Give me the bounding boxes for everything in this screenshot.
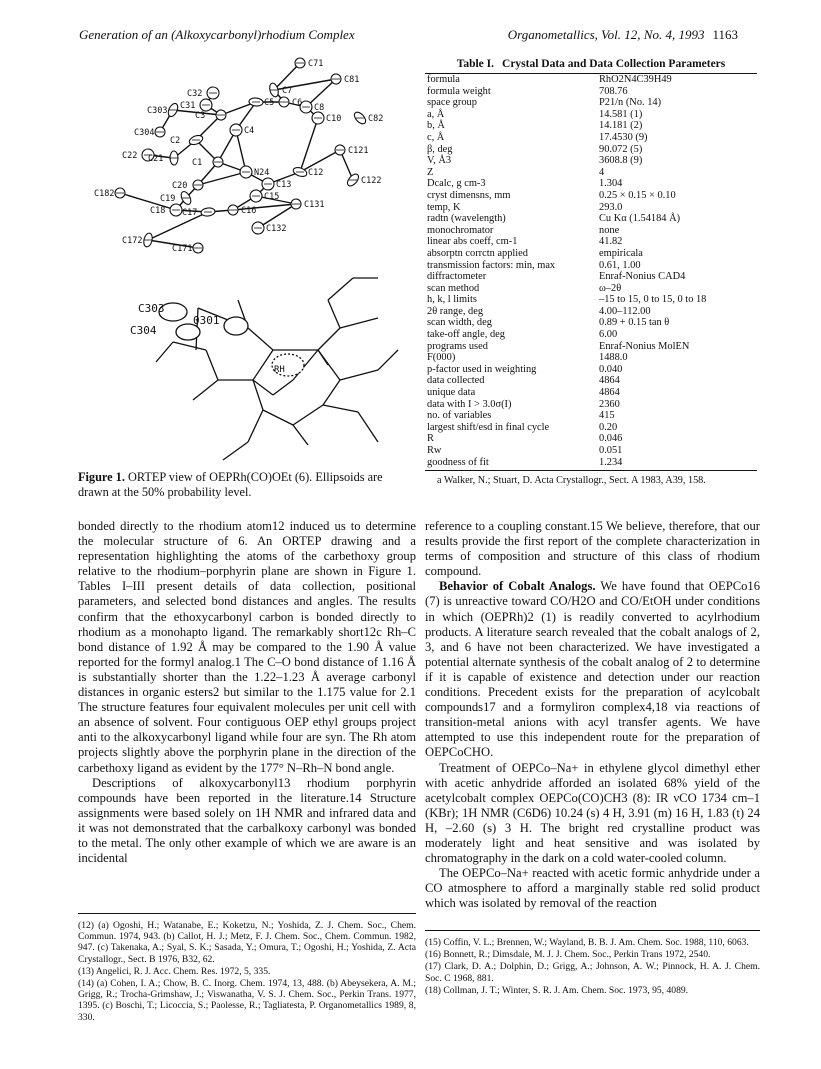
param-name: goodness of fit	[427, 456, 489, 468]
porphyrin-bond	[358, 412, 378, 442]
reference-item: (15) Coffin, V. L.; Brennen, W.; Wayland, B. B. J. Am. Chem. Soc. 1988, 110, 6063.	[425, 937, 749, 948]
table-footnote: a Walker, N.; Stuart, D. Acta Crystallogr., Sect. A 1983, A39, 158.	[437, 475, 706, 487]
schematic-atom-label: RH	[274, 365, 285, 375]
table-row	[425, 213, 757, 225]
atom-label: C17	[182, 208, 198, 218]
table-row	[425, 387, 757, 399]
table-row	[425, 74, 757, 86]
atom-label: C131	[304, 200, 325, 210]
atom-label: C3	[195, 111, 206, 121]
param-value: 0.61, 1.00	[599, 259, 641, 271]
porphyrin-bond	[323, 405, 358, 412]
table-row	[425, 86, 757, 98]
table-row	[425, 283, 757, 295]
param-value: 2360	[599, 398, 620, 410]
param-value: 4864	[599, 375, 620, 387]
param-value: 6.00	[599, 329, 618, 341]
table-caption: Crystal Data and Data Collection Parameters	[502, 58, 726, 70]
porphyrin-bond	[328, 300, 340, 328]
atom-label: C122	[361, 176, 382, 186]
param-name: radtn (wavelength)	[427, 213, 506, 225]
porphyrin-bond	[248, 410, 263, 442]
param-value: 41.82	[599, 236, 623, 248]
porphyrin-bond	[173, 342, 206, 350]
porphyrin-bond	[323, 380, 340, 405]
figure-caption-text: ORTEP view of OEPRh(CO)OEt (6). Ellipsoids are drawn at the 50% probability level.	[78, 470, 383, 499]
porphyrin-bond	[293, 425, 308, 445]
atom-label: C132	[266, 224, 287, 234]
param-name: no. of variables	[427, 410, 492, 422]
param-value: 0.051	[599, 445, 623, 456]
param-value: Enraf-Nonius MolEN	[599, 340, 690, 352]
atom-label: C81	[344, 75, 360, 85]
atom-label: C82	[368, 114, 384, 124]
param-name: scan method	[427, 282, 480, 294]
param-value: 0.25 × 0.15 × 0.10	[599, 189, 676, 201]
param-value: 4.00–112.00	[599, 305, 651, 317]
param-value: P21/n (No. 14)	[599, 97, 662, 109]
running-title: Generation of an (Alkoxycarbonyl)rhodium Complex	[79, 27, 355, 42]
schematic-labels	[130, 302, 285, 375]
porphyrin-bond	[263, 410, 293, 425]
porphyrin-bond	[223, 442, 248, 460]
paragraph: The OEPCo–Na+ reacted with acetic formic anhydride under a CO atmosphere to afford a marginally stable red solid product which was isolated by removal of the reaction	[425, 866, 760, 911]
param-name: Dcalc, g cm-3	[427, 178, 486, 190]
table-row	[425, 364, 757, 376]
atom-label: C32	[187, 89, 203, 99]
atom-label: C12	[308, 168, 324, 178]
param-name: formula	[427, 74, 460, 85]
table-label: Table I.	[456, 58, 495, 70]
schematic-atom-label: C303	[138, 302, 165, 315]
table-bottom-rule	[425, 470, 757, 471]
table-row	[425, 225, 757, 237]
param-name: R	[427, 433, 434, 445]
atom-label: C7	[282, 86, 293, 96]
param-value: 0.20	[599, 421, 618, 433]
ortep-figure-svg	[78, 50, 414, 470]
atom-label: C4	[244, 126, 255, 136]
body-column-right	[425, 519, 760, 911]
atom-label: C2	[170, 136, 181, 146]
table-row	[425, 341, 757, 353]
table-row	[425, 271, 757, 283]
table-row	[425, 306, 757, 318]
atom-label: C121	[348, 146, 369, 156]
param-value: 293.0	[599, 201, 623, 213]
param-name: β, deg	[427, 143, 453, 155]
paragraph: Treatment of OEPCo–Na+ in ethylene glycol dimethyl ether with acetic anhydride afforded an isolated 68% yield of the acetylcobalt complex OEPCo(CO)CH3 (8): IR νCO 1734 cm–1 (KBr); 1H NMR (C6D6) 10.24 (s) 4 H, 3.91 (m) 16 H, 1.83 (t) 24 H, –2.60 (s) 3 H. The bright red crystalline product was moderately light and heat sensitive and was isolated by chromatography in the dark on a cold water-cooled column.	[425, 760, 760, 866]
reference-item: (14) (a) Cohen, I. A.; Chow, B. C. Inorg. Chem. 1974, 13, 488. (b) Abeysekera, A. M.; Grigg, R.; Trocha-Grimshaw, J.; Viswanatha, V. S. J. Chem. Soc., Perkin Trans. 1977, 1395. (c) Boschi, T.; Licoccia, S.; Paolesse, R.; Tagliatesta, P. Organometallics 1989, 8, 330.	[78, 978, 416, 1023]
atom-label: C16	[241, 206, 257, 216]
reference-item: (12) (a) Ogoshi, H.; Watanabe, E.; Koketzu, N.; Yoshida, Z. J. Chem. Soc., Chem. Commun. 1974, 943. (b) Callot, H. J.; Metz, F. J. Chem. Soc., Chem. Commun. 1982, 947. (c) Takenaka, A.; Syal, S. K.; Sasada, Y.; Omura, T.; Ogoshi, H.; Yoshida, Z. Acta Crystallogr., Sect. B 1976, B32, 62.	[78, 920, 416, 965]
porphyrin-bond	[273, 380, 293, 395]
table-row	[425, 190, 757, 202]
param-name: unique data	[427, 387, 476, 399]
param-value: 1.304	[599, 178, 623, 190]
atom-label: C71	[308, 59, 324, 69]
table-row	[425, 144, 757, 156]
ortep-bond	[198, 172, 246, 185]
param-name: c, Å	[427, 131, 445, 143]
param-name: h, k, l limits	[427, 294, 477, 306]
param-name: F(000)	[427, 352, 456, 364]
param-name: space group	[427, 97, 477, 109]
ortep-atom-labels	[94, 59, 383, 254]
param-name: V, Å3	[427, 155, 452, 167]
atom-label: C171	[172, 244, 193, 254]
param-value: 90.072 (5)	[599, 143, 643, 155]
atom-label: C15	[264, 192, 280, 202]
table-row	[425, 445, 757, 457]
atom-label: C19	[160, 194, 176, 204]
table-row	[425, 375, 757, 387]
porphyrin-bond	[193, 380, 218, 400]
reference-item: (17) Clark, D. A.; Dolphin, D.; Grigg, A.; Johnson, A. W.; Pinnock, H. A. J. Chem. Soc. C 1968, 881.	[425, 961, 760, 984]
table-row	[425, 329, 757, 341]
ligand-atom-ellipsoid	[224, 317, 248, 335]
param-value: 4864	[599, 387, 620, 399]
param-name: scan width, deg	[427, 317, 492, 329]
param-name: a, Å	[427, 108, 445, 120]
porphyrin-bond	[378, 350, 398, 370]
table-1	[425, 58, 757, 486]
schematic-atom-label: 0301	[193, 314, 220, 327]
param-value: empiricala	[599, 247, 643, 259]
table-row	[425, 260, 757, 272]
table-row	[425, 294, 757, 306]
table-row	[425, 433, 757, 445]
param-value: 3608.8 (9)	[599, 155, 643, 167]
journal-name: Organometallics, Vol. 12, No. 4, 1993	[507, 27, 705, 42]
table-title	[425, 58, 757, 74]
param-value: none	[599, 224, 620, 236]
param-name: transmission factors: min, max	[427, 259, 556, 271]
porphyrin-bond	[340, 370, 378, 380]
param-name: cryst dimensns, mm	[427, 189, 511, 201]
table-row	[425, 236, 757, 248]
param-name: programs used	[427, 340, 488, 352]
porphyrin-bond	[318, 350, 328, 365]
param-value: 708.76	[599, 85, 628, 97]
param-value: 0.89 + 0.15 tan θ	[599, 317, 670, 329]
body-column-left	[78, 519, 416, 866]
table-row	[425, 317, 757, 329]
atom-label: C304	[134, 128, 155, 138]
param-name: diffractometer	[427, 271, 487, 283]
porphyrin-bond	[253, 350, 273, 380]
journal-citation	[508, 27, 738, 43]
param-name: take-off angle, deg	[427, 329, 505, 341]
paragraph: bonded directly to the rhodium atom12 induced us to determine the molecular structure of 6. An ORTEP drawing and a representation highlighting the atoms of the carbethoxy group relative to the rhodium–porphyrin plane are shown in Figure 1. Tables I–III present details of data collection, positional parameters, and selected bond distances and angles. The results confirm that the ethoxycarbonyl carbon is bonded directly to rhodium as a monohapto ligand. The remarkably short12c Rh–C bond distance of 1.92 Å may be compared to the 1.90 Å value reported for the formyl analog.1 The C–O bond distance of 1.16 Å is substantially shorter than the 1.22–1.23 Å average carbonyl distances in organic esters2 but similar to the 1.175 value for 2.1 The structure features four equivalent molecules per unit cell with an absence of solvent. Four contiguous OEP ethyl groups project anti to the alkoxycarbonyl ligand while four are syn. The Rh atom projects slightly above the porphyrin plane in the direction of the carbethoxy ligand as evident by the 177° N–Rh–N bond angle.	[78, 519, 416, 775]
crystal-data-table	[425, 74, 757, 468]
param-value: 415	[599, 410, 615, 422]
atom-label: C6	[292, 98, 303, 108]
param-name: formula weight	[427, 85, 491, 97]
reference-item: (13) Angelici, R. J. Acc. Chem. Res. 1972, 5, 335.	[78, 965, 271, 977]
param-value: 14.181 (2)	[599, 120, 643, 132]
paragraph: Descriptions of alkoxycarbonyl13 rhodium porphyrin compounds have been reported in the literature.14 Structure assignments were based solely on 1H NMR and infrared data and it was not demonstrated that the carbalkoxy carbonyl was bonded to the metal. The only other example of which we are aware is an incidental	[78, 775, 416, 866]
figure-caption-label: Figure 1.	[78, 470, 125, 484]
param-name: largest shift/esd in final cycle	[427, 421, 550, 433]
param-name: p-factor used in weighting	[427, 363, 537, 375]
param-value: Enraf-Nonius CAD4	[599, 271, 686, 283]
paragraph-text: We have found that OEPCo16 (7) is unreactive toward CO/H2O and CO/EtOH under conditions in which (OEPRh)2 (1) is readily converted to acylrhodium products. A literature search revealed that the cobalt analogs of 2, 3, and 6 have not been characterized. We have investigated a potential alternate synthesis of the cobalt analog of 2 to determine if it is capable of existence and detection under our reaction conditions. Precedent exists for the preparation of acylcobalt compounds17 and a formyliron complex4,18 via reactions of transition-metal anions with acyl transfer agents. We have attempted to use this independent route for the preparation of OEPCoCHO.	[425, 579, 760, 760]
references-left	[78, 913, 416, 1024]
atom-label: C182	[94, 189, 115, 199]
table-row	[425, 422, 757, 434]
param-value: 0.040	[599, 363, 623, 375]
param-value: 1488.0	[599, 352, 628, 364]
param-value: 4	[599, 166, 605, 178]
table-row	[425, 120, 757, 132]
param-name: absorptn corrctn applied	[427, 247, 528, 259]
page-number: 1163	[712, 27, 738, 42]
section-heading: Behavior of Cobalt Analogs.	[439, 579, 596, 594]
porphyrin-bond	[206, 350, 218, 380]
param-name: linear abs coeff, cm-1	[427, 236, 518, 248]
table-row	[425, 410, 757, 422]
atom-label: C172	[122, 236, 143, 246]
atom-label: N24	[254, 168, 270, 178]
param-name: Z	[427, 166, 434, 178]
atom-label: C8	[314, 103, 325, 113]
table-row	[425, 352, 757, 364]
param-value: –15 to 15, 0 to 15, 0 to 18	[599, 294, 707, 306]
param-value: 14.581 (1)	[599, 108, 643, 120]
porphyrin-bond	[328, 278, 353, 300]
atom-label: C22	[122, 151, 138, 161]
atom-label: C20	[172, 181, 188, 191]
table-row	[425, 457, 757, 469]
atom-label: C1	[192, 158, 203, 168]
table-row	[425, 202, 757, 214]
reference-item: (16) Bonnett, R.; Dimsdale, M. J. J. Chem. Soc., Perkin Trans 1972, 2540.	[425, 949, 711, 961]
table-row	[425, 178, 757, 190]
param-value: 1.234	[599, 456, 623, 468]
param-value: Cu Kα (1.54184 Å)	[599, 213, 681, 225]
porphyrin-bond	[248, 328, 273, 350]
table-row	[425, 248, 757, 260]
param-name: data collected	[427, 375, 485, 387]
param-value: 17.4530 (9)	[599, 131, 648, 143]
table-row	[425, 399, 757, 411]
atom-label: C303	[147, 106, 168, 116]
paragraph	[425, 579, 760, 760]
param-name: data with I > 3.0σ(I)	[427, 398, 512, 410]
porphyrin-bond	[318, 328, 340, 350]
atom-label: C5	[264, 98, 275, 108]
paragraph: reference to a coupling constant.15 We believe, therefore, that our results provide the first report of the complete characterization in terms of composition and structure of this class of rhodium compound.	[425, 519, 760, 579]
atom-label: C10	[326, 114, 342, 124]
param-value: RhO2N4C39H49	[599, 74, 672, 85]
table-row	[425, 155, 757, 167]
table-row	[425, 109, 757, 121]
atom-label: C21	[148, 154, 164, 164]
atom-label: C18	[150, 206, 166, 216]
schematic-atom-label: C304	[130, 324, 157, 337]
param-value: ω–2θ	[599, 282, 622, 294]
atom-label: C13	[276, 180, 292, 190]
param-name: monochromator	[427, 224, 494, 236]
figure-1	[78, 50, 414, 470]
porphyrin-bond	[340, 318, 378, 328]
porphyrin-bond	[293, 405, 323, 425]
atom-label: C31	[180, 101, 196, 111]
table-row	[425, 97, 757, 109]
param-name: b, Å	[427, 120, 445, 132]
figure-caption	[78, 470, 414, 500]
param-name: Rw	[427, 445, 442, 456]
running-header	[0, 27, 821, 45]
porphyrin-bond	[156, 342, 173, 362]
param-name: 2θ range, deg	[427, 305, 484, 317]
param-value: 0.046	[599, 433, 623, 445]
reference-item: (18) Collman, J. T.; Winter, S. R. J. Am. Chem. Soc. 1973, 95, 4089.	[425, 984, 689, 996]
table-row	[425, 167, 757, 179]
table-row	[425, 132, 757, 144]
references-right	[425, 930, 760, 997]
param-name: temp, K	[427, 201, 461, 213]
